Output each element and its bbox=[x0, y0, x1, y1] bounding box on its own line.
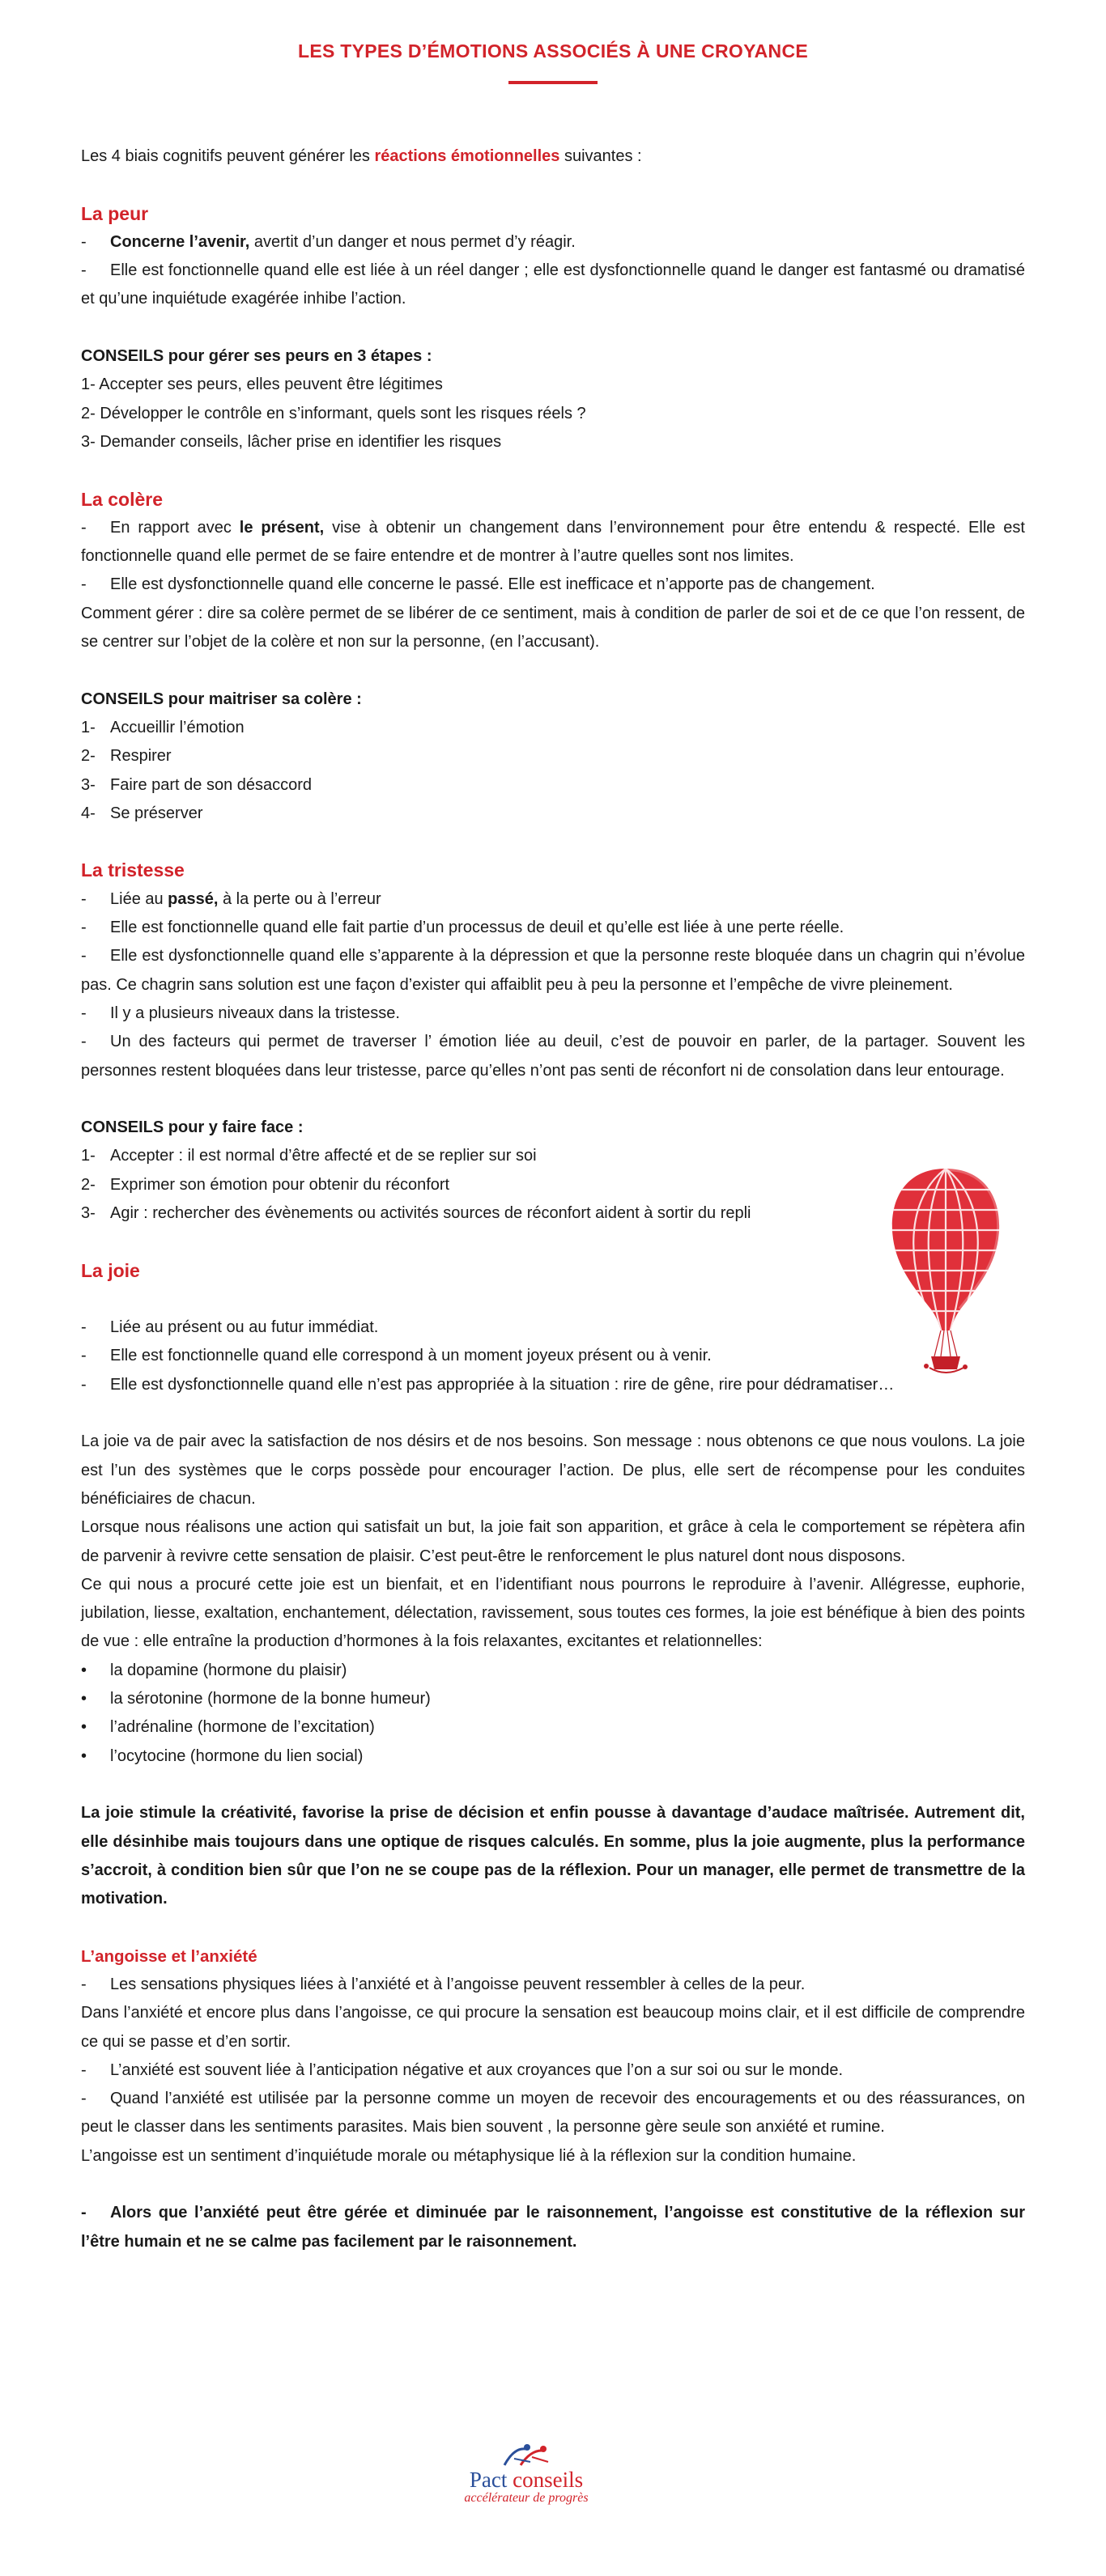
dash-marker: - bbox=[81, 1318, 87, 1337]
bullet-marker: • bbox=[81, 1746, 87, 1765]
list-text: En rapport avec bbox=[110, 518, 240, 537]
section-heading-angoisse: L’angoisse et l’anxiété bbox=[81, 1946, 257, 1966]
list-item bbox=[81, 1028, 1025, 1085]
conseil-item bbox=[81, 714, 1025, 742]
intro-text-end: suivantes : bbox=[559, 147, 642, 165]
conseil-item bbox=[81, 1199, 1025, 1228]
dash-marker: - bbox=[81, 2060, 87, 2079]
list-text: Elle est dysfonctionnelle quand elle s’apparente à la dépression et que la personne reste bloquée dans un chagrin qui n’évolue pas. Ce chagrin sans solution est une façon d’exister qui affaiblit peu à peu la personne et l’empêche de vivre pleinement. bbox=[81, 947, 1025, 994]
conseil-text: Accepter : il est normal d’être affecté et de se replier sur soi bbox=[110, 1147, 537, 1165]
dash-marker: - bbox=[81, 261, 87, 280]
dash-marker: - bbox=[81, 518, 87, 537]
list-item bbox=[81, 1371, 1025, 1399]
conseil-text: Faire part de son désaccord bbox=[110, 775, 313, 794]
intro-paragraph bbox=[81, 142, 1025, 171]
conseil-item bbox=[81, 1171, 1025, 1199]
dash-marker: - bbox=[81, 1004, 87, 1022]
list-text: Quand l’anxiété est utilisée par la personne comme un moyen de recevoir des encouragements et ou des réassurances, on peut le classer dans les sentiments parasites. Mais bien souvent , la personne gère seule son anxiété et rumine. bbox=[81, 2090, 1025, 2137]
page-title: LES TYPES D’ÉMOTIONS ASSOCIÉS À UNE CROYANCE bbox=[297, 40, 809, 62]
number-marker: 1- bbox=[81, 1147, 96, 1165]
emphasis-text: le présent, bbox=[239, 518, 325, 537]
dash-marker: - bbox=[81, 2090, 87, 2108]
list-item bbox=[81, 2056, 1025, 2085]
list-text: avertit d’un danger et nous permet d’y réagir. bbox=[249, 232, 576, 251]
document-page bbox=[81, 0, 1025, 2256]
dash-marker: - bbox=[81, 575, 87, 594]
key-message-joie: La joie stimule la créativité, favorise la prise de décision et enfin pousse à davantage d’audace maîtrisée. Autrement dit, elle désinhibe mais toujours dans une optique de risques calculés. En somme, plus la joie augmente, plus la performance s’accroit, à condition bien sûr que l’on ne se coupe pas de la réflexion. Pour un manager, elle permet de transmettre de la motivation. bbox=[81, 1804, 1025, 1908]
paragraph: Comment gérer : dire sa colère permet de se libérer de ce sentiment, mais à condition de parler de soi et de ce que l’on ressent, de se centrer sur l’objet de la colère et non sur la personne, (en l’accusant). bbox=[81, 604, 1025, 651]
hormone-item bbox=[81, 1742, 1025, 1771]
logo-figures-icon bbox=[498, 2441, 555, 2470]
conseil-item: 2- Développer le contrôle en s’informant, quels sont les risques réels ? bbox=[81, 404, 586, 422]
conseil-item bbox=[81, 771, 1025, 800]
list-text: la sérotonine (hormone de la bonne humeur) bbox=[110, 1690, 431, 1708]
section-heading-peur: La peur bbox=[81, 202, 149, 224]
list-text: Elle est dysfonctionnelle quand elle n’est pas appropriée à la situation : rire de gêne, rire pour dédramatiser… bbox=[110, 1375, 895, 1394]
balloon-basket bbox=[931, 1356, 960, 1369]
paragraph: L’angoisse est un sentiment d’inquiétude morale ou métaphysique lié à la réflexion sur la condition humaine. bbox=[81, 2146, 857, 2165]
conseil-text: Se préserver bbox=[110, 804, 203, 822]
hormone-item bbox=[81, 1713, 1025, 1742]
list-item bbox=[81, 914, 1025, 942]
hot-air-balloon-illustration bbox=[889, 1165, 1002, 1384]
conseil-item bbox=[81, 1142, 1025, 1170]
number-marker: 2- bbox=[81, 1175, 96, 1194]
conseil-item bbox=[81, 800, 1025, 828]
list-text: Liée au présent ou au futur immédiat. bbox=[110, 1318, 379, 1337]
list-item bbox=[81, 942, 1025, 999]
list-text: Liée au bbox=[110, 889, 168, 908]
list-item bbox=[81, 1313, 1025, 1342]
list-text: L’anxiété est souvent liée à l’anticipation négative et aux croyances que l’on a sur soi ou sur le monde. bbox=[110, 2060, 843, 2079]
key-message-text: Alors que l’anxiété peut être gérée et diminuée par le raisonnement, l’angoisse est constitutive de la réflexion sur l’être humain et ne se calme pas facilement par le raisonnement. bbox=[81, 2204, 1025, 2251]
dash-marker: - bbox=[81, 1375, 87, 1394]
list-item bbox=[81, 571, 1025, 599]
paragraph: Lorsque nous réalisons une action qui satisfait un but, la joie fait son apparition, et grâce à cela le comportement se répètera afin de parvenir à revivre cette sensation de plaisir. C’est peut-être le renforcement le plus naturel dont nous disposons. bbox=[81, 1518, 1025, 1565]
list-text: Elle est dysfonctionnelle quand elle concerne le passé. Elle est inefficace et n’apporte pas de changement. bbox=[110, 575, 875, 594]
dash-marker: - bbox=[81, 1347, 87, 1365]
dash-marker: - bbox=[81, 1033, 87, 1051]
list-item bbox=[81, 885, 1025, 914]
conseils-title-tristesse: CONSEILS pour y faire face : bbox=[81, 1118, 304, 1137]
title-underline bbox=[508, 81, 598, 84]
bullet-marker: • bbox=[81, 1718, 87, 1737]
document-body bbox=[81, 142, 1025, 2256]
emphasis-text: Concerne l’avenir, bbox=[110, 232, 250, 251]
hormone-item bbox=[81, 1685, 1025, 1713]
list-text: Elle est fonctionnelle quand elle est liée à un réel danger ; elle est dysfonctionnelle quand le danger est fantasmé ou dramatisé et qu’une inquiétude exagérée inhibe l’action. bbox=[81, 261, 1025, 308]
intro-text: Les 4 biais cognitifs peuvent générer les bbox=[81, 147, 375, 165]
dash-marker: - bbox=[81, 1975, 87, 1993]
list-text: vise à obtenir un changement dans l’environnement pour être entendu & respecté. Elle est fonctionnelle quand elle permet de se faire entendre et de montrer à l’autre quelles sont nos limites. bbox=[81, 518, 1025, 566]
dash-marker: - bbox=[81, 919, 87, 937]
list-text: Il y a plusieurs niveaux dans la tristesse. bbox=[110, 1004, 400, 1022]
dash-marker: - bbox=[81, 947, 87, 965]
dash-marker: - bbox=[81, 232, 87, 251]
conseil-text: Agir : rechercher des évènements ou activités sources de réconfort aident à sortir du repli bbox=[110, 1203, 751, 1222]
conseil-text: Exprimer son émotion pour obtenir du réconfort bbox=[110, 1175, 450, 1194]
conseil-text: Accueillir l’émotion bbox=[110, 718, 245, 736]
list-text: l’ocytocine (hormone du lien social) bbox=[110, 1746, 364, 1765]
emphasis-text: passé, bbox=[168, 889, 219, 908]
hormone-item bbox=[81, 1657, 1025, 1685]
bullet-marker: • bbox=[81, 1661, 87, 1679]
number-marker: 2- bbox=[81, 747, 96, 766]
pact-conseils-logo bbox=[453, 2444, 599, 2525]
list-text: Un des facteurs qui permet de traverser l’ émotion liée au deuil, c’est de pouvoir en parler, de la partager. Souvent les personnes restent bloquées dans leur tristesse, parce qu’elles n’ont pas senti de réconfort ni de consolation dans leur entourage. bbox=[81, 1033, 1025, 1080]
section-heading-tristesse: La tristesse bbox=[81, 859, 185, 881]
conseil-item: 1- Accepter ses peurs, elles peuvent être légitimes bbox=[81, 376, 443, 394]
list-text: l’adrénaline (hormone de l’excitation) bbox=[110, 1718, 375, 1737]
dash-marker: - bbox=[81, 889, 87, 908]
conseils-title-peur: CONSEILS pour gérer ses peurs en 3 étapes : bbox=[81, 347, 432, 366]
list-text: à la perte ou à l’erreur bbox=[218, 889, 381, 908]
list-item bbox=[81, 228, 1025, 257]
list-item bbox=[81, 2085, 1025, 2142]
paragraph: La joie va de pair avec la satisfaction de nos désirs et de nos besoins. Son message : nous obtenons ce que nous voulons. La joie est l’un des systèmes que le corps possède pour encourager l’action. De plus, elle sert de récompense pour les conduites bénéficiaires de chacun. bbox=[81, 1432, 1025, 1508]
list-text: Les sensations physiques liées à l’anxiété et à l’angoisse peuvent ressembler à celles de la peur. bbox=[110, 1975, 806, 1993]
list-item bbox=[81, 1342, 1025, 1370]
conseils-title-colere: CONSEILS pour maitriser sa colère : bbox=[81, 690, 362, 708]
number-marker: 3- bbox=[81, 1203, 96, 1222]
section-heading-colere: La colère bbox=[81, 488, 163, 510]
paragraph: Ce qui nous a procuré cette joie est un bienfait, et en l’identifiant nous pourrons le reproduire à l’avenir. Allégresse, euphorie, jubilation, liesse, exaltation, enchantement, délectation, ravissement, sous toutes ces formes, la joie est bénéfique à bien des points de vue : elle entraîne la production d’hormones à la fois relaxantes, excitantes et relationnelles: bbox=[81, 1575, 1025, 1651]
list-item bbox=[81, 514, 1025, 571]
section-heading-joie: La joie bbox=[81, 1259, 140, 1281]
logo-brand bbox=[453, 2468, 599, 2491]
list-text: la dopamine (hormone du plaisir) bbox=[110, 1661, 347, 1679]
list-item bbox=[81, 1971, 1025, 1999]
key-message-angoisse bbox=[81, 2199, 1025, 2256]
logo-tagline: accélérateur de progrès bbox=[464, 2491, 589, 2505]
conseil-text: Respirer bbox=[110, 747, 172, 766]
list-item bbox=[81, 999, 1025, 1028]
dash-marker: - bbox=[81, 2204, 87, 2222]
list-item bbox=[81, 257, 1025, 314]
number-marker: 3- bbox=[81, 775, 96, 794]
list-text: Elle est fonctionnelle quand elle fait partie d’un processus de deuil et qu’elle est liée à une perte réelle. bbox=[110, 919, 844, 937]
bullet-marker: • bbox=[81, 1690, 87, 1708]
paragraph: Dans l’anxiété et encore plus dans l’angoisse, ce qui procure la sensation est beaucoup moins clair, et il est difficile de comprendre ce qui se passe et d’en sortir. bbox=[81, 2004, 1025, 2051]
logo-brand-conseils: conseils bbox=[513, 2468, 584, 2492]
logo-brand-pact: Pact bbox=[469, 2468, 508, 2492]
number-marker: 4- bbox=[81, 804, 96, 822]
list-text: Elle est fonctionnelle quand elle correspond à un moment joyeux présent ou à venir. bbox=[110, 1347, 712, 1365]
number-marker: 1- bbox=[81, 718, 96, 736]
conseil-item: 3- Demander conseils, lâcher prise en identifier les risques bbox=[81, 432, 502, 451]
intro-highlight: réactions émotionnelles bbox=[374, 147, 560, 165]
conseil-item bbox=[81, 742, 1025, 770]
